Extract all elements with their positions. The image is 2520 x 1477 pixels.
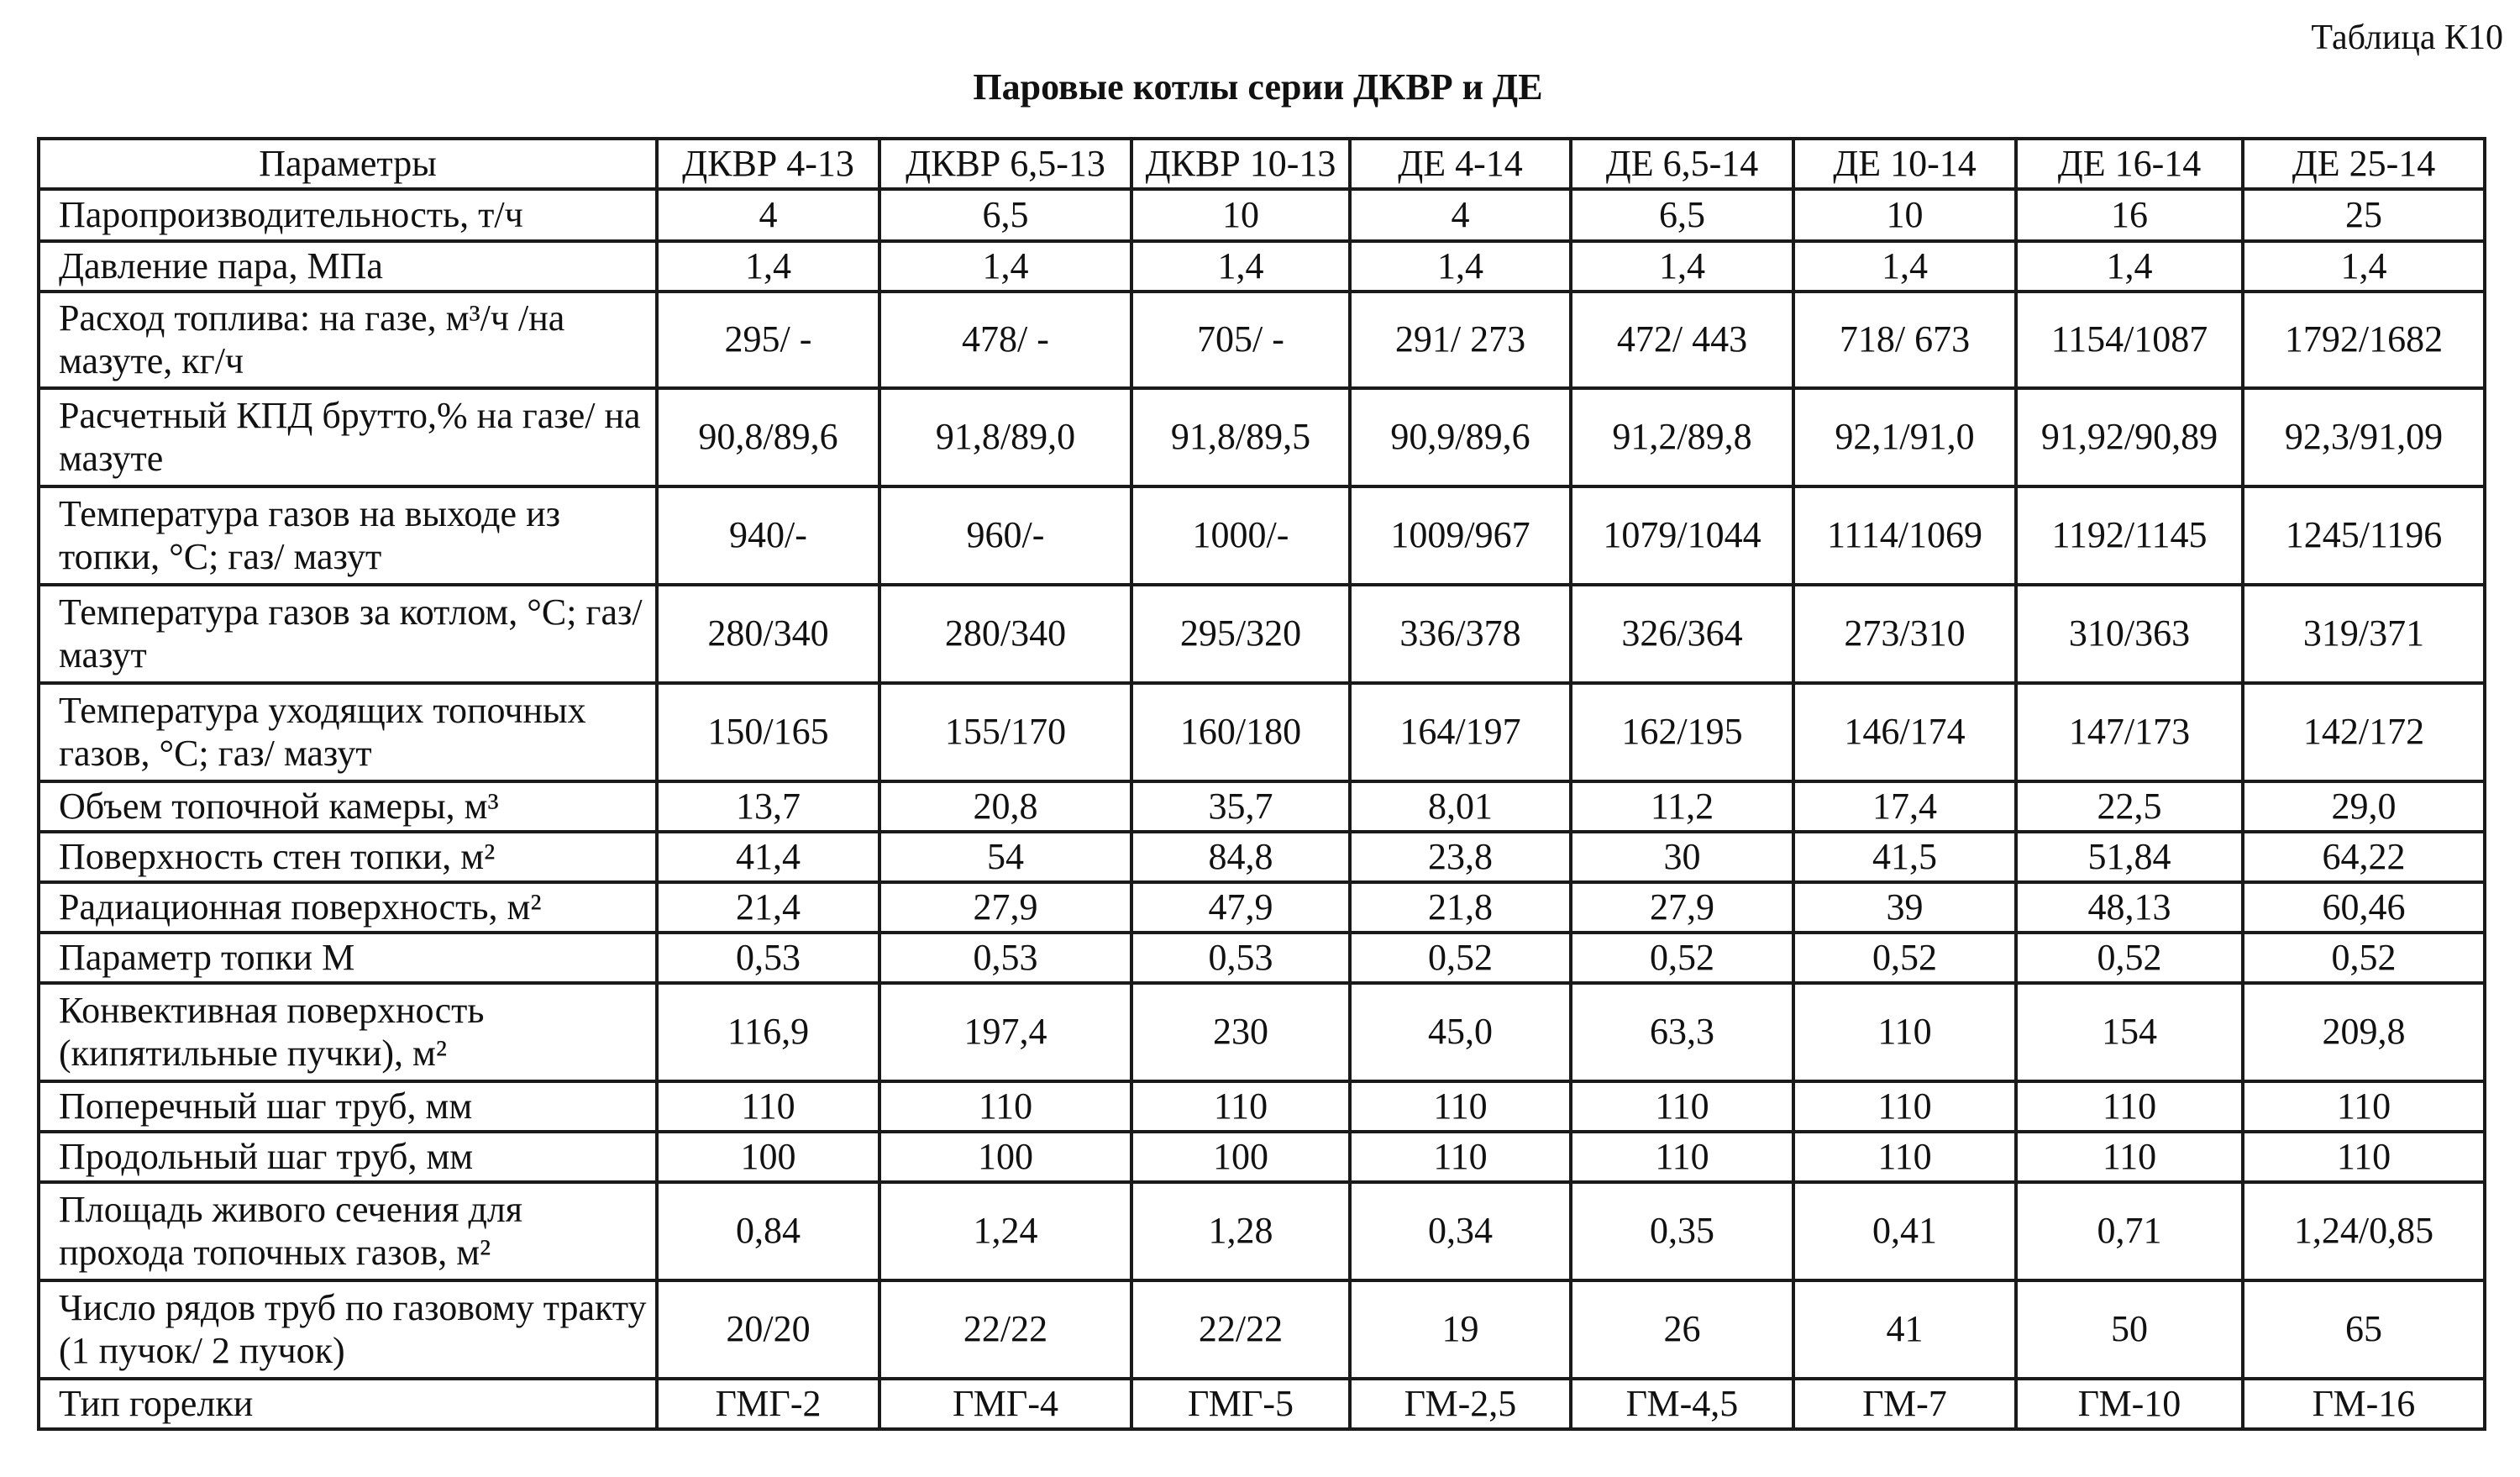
parameter-value: 0,41	[1793, 1182, 2016, 1280]
parameter-value: 0,53	[879, 933, 1131, 983]
parameter-name: Поверхность стен топки, м²	[39, 832, 657, 882]
parameter-value: 478/ -	[879, 292, 1131, 388]
parameter-value: 11,2	[1571, 781, 1793, 832]
parameter-value: 110	[2016, 1132, 2243, 1182]
parameter-value: 29,0	[2243, 781, 2485, 832]
parameter-value: 91,8/89,5	[1131, 388, 1350, 486]
parameter-value: 705/ -	[1131, 292, 1350, 388]
parameter-value: ГМ-16	[2243, 1379, 2485, 1429]
boiler-specs-table	[37, 137, 2486, 1431]
parameter-value: 1079/1044	[1571, 486, 1793, 585]
parameter-value: 1,4	[2016, 241, 2243, 292]
parameter-value: 91,2/89,8	[1571, 388, 1793, 486]
parameter-value: 280/340	[657, 585, 879, 683]
parameter-value: 54	[879, 832, 1131, 882]
parameter-value: 0,35	[1571, 1182, 1793, 1280]
parameter-value: 273/310	[1793, 585, 2016, 683]
parameter-value: 23,8	[1350, 832, 1571, 882]
parameter-name: Площадь живого сечения для прохода топочных газов, м²	[39, 1182, 657, 1280]
parameter-value: 960/-	[879, 486, 1131, 585]
parameter-value: 110	[1793, 1081, 2016, 1132]
parameter-value: 4	[657, 189, 879, 241]
parameter-name: Объем топочной камеры, м³	[39, 781, 657, 832]
parameter-value: 1,28	[1131, 1182, 1350, 1280]
parameter-value: 1114/1069	[1793, 486, 2016, 585]
parameter-value: ГМ-2,5	[1350, 1379, 1571, 1429]
parameter-name: Поперечный шаг труб, мм	[39, 1081, 657, 1132]
parameter-value: 19	[1350, 1280, 1571, 1379]
column-header: ДЕ 10-14	[1793, 139, 2016, 189]
column-header: ДКВР 10-13	[1131, 139, 1350, 189]
parameter-value: 0,52	[2243, 933, 2485, 983]
parameter-value: 1,24	[879, 1182, 1131, 1280]
parameter-value: 90,8/89,6	[657, 388, 879, 486]
parameter-value: 92,1/91,0	[1793, 388, 2016, 486]
parameter-value: 26	[1571, 1280, 1793, 1379]
parameter-value: 209,8	[2243, 983, 2485, 1081]
parameter-value: 1,4	[1131, 241, 1350, 292]
parameter-value: 6,5	[879, 189, 1131, 241]
parameter-value: 1,4	[879, 241, 1131, 292]
parameter-value: 336/378	[1350, 585, 1571, 683]
parameter-value: 295/ -	[657, 292, 879, 388]
parameter-value: 27,9	[1571, 882, 1793, 933]
parameter-value: 291/ 273	[1350, 292, 1571, 388]
parameter-value: 45,0	[1350, 983, 1571, 1081]
table-row	[39, 189, 2485, 241]
table-row	[39, 933, 2485, 983]
parameter-value: 60,46	[2243, 882, 2485, 933]
parameter-value: 110	[2243, 1132, 2485, 1182]
parameter-value: 164/197	[1350, 683, 1571, 781]
table-row	[39, 1379, 2485, 1429]
parameter-value: 20,8	[879, 781, 1131, 832]
column-header: ДЕ 6,5-14	[1571, 139, 1793, 189]
parameter-value: 0,53	[1131, 933, 1350, 983]
parameter-value: 162/195	[1571, 683, 1793, 781]
parameter-value: 65	[2243, 1280, 2485, 1379]
parameter-value: ГМГ-2	[657, 1379, 879, 1429]
parameter-value: 100	[879, 1132, 1131, 1182]
parameter-value: 13,7	[657, 781, 879, 832]
parameter-value: 10	[1131, 189, 1350, 241]
parameter-value: 50	[2016, 1280, 2243, 1379]
parameter-value: 17,4	[1793, 781, 2016, 832]
parameter-value: 84,8	[1131, 832, 1350, 882]
parameter-value: 110	[2016, 1081, 2243, 1132]
parameter-value: 940/-	[657, 486, 879, 585]
parameter-value: 20/20	[657, 1280, 879, 1379]
parameter-value: 1154/1087	[2016, 292, 2243, 388]
parameter-value: 48,13	[2016, 882, 2243, 933]
table-title: Паровые котлы серии ДКВР и ДЕ	[973, 66, 1543, 108]
parameter-value: 280/340	[879, 585, 1131, 683]
parameter-value: 110	[1793, 1132, 2016, 1182]
parameter-value: 1245/1196	[2243, 486, 2485, 585]
column-header: ДКВР 4-13	[657, 139, 879, 189]
table-number: Таблица К10	[2311, 18, 2503, 57]
parameter-value: 310/363	[2016, 585, 2243, 683]
column-header: ДЕ 16-14	[2016, 139, 2243, 189]
table-row	[39, 983, 2485, 1081]
parameter-value: 147/173	[2016, 683, 2243, 781]
parameter-value: 100	[657, 1132, 879, 1182]
parameter-value: 35,7	[1131, 781, 1350, 832]
table-row	[39, 882, 2485, 933]
parameter-value: 25	[2243, 189, 2485, 241]
parameter-value: 116,9	[657, 983, 879, 1081]
parameter-value: 319/371	[2243, 585, 2485, 683]
table-row	[39, 241, 2485, 292]
parameter-value: 0,52	[1350, 933, 1571, 983]
parameter-name: Конвективная поверхность (кипятильные пучки), м²	[39, 983, 657, 1081]
parameter-value: 1192/1145	[2016, 486, 2243, 585]
table-row	[39, 1280, 2485, 1379]
parameter-value: 27,9	[879, 882, 1131, 933]
parameter-value: 1792/1682	[2243, 292, 2485, 388]
parameter-value: 110	[2243, 1081, 2485, 1132]
parameter-value: 8,01	[1350, 781, 1571, 832]
parameter-value: 0,53	[657, 933, 879, 983]
parameter-value: 326/364	[1571, 585, 1793, 683]
parameter-name: Температура газов на выходе из топки, °С; газ/ мазут	[39, 486, 657, 585]
parameter-value: 22/22	[1131, 1280, 1350, 1379]
parameter-value: ГМГ-5	[1131, 1379, 1350, 1429]
parameter-value: 30	[1571, 832, 1793, 882]
parameter-value: 6,5	[1571, 189, 1793, 241]
parameter-value: 63,3	[1571, 983, 1793, 1081]
table-row	[39, 1132, 2485, 1182]
table-row	[39, 1081, 2485, 1132]
parameter-value: 1,4	[1571, 241, 1793, 292]
parameter-value: 10	[1793, 189, 2016, 241]
parameter-value: 142/172	[2243, 683, 2485, 781]
parameter-value: ГМ-4,5	[1571, 1379, 1793, 1429]
column-header: ДКВР 6,5-13	[879, 139, 1131, 189]
parameter-value: 22,5	[2016, 781, 2243, 832]
parameter-value: 21,4	[657, 882, 879, 933]
parameter-value: 41	[1793, 1280, 2016, 1379]
parameter-value: 150/165	[657, 683, 879, 781]
parameter-value: 718/ 673	[1793, 292, 2016, 388]
parameter-value: 0,84	[657, 1182, 879, 1280]
parameter-value: ГМГ-4	[879, 1379, 1131, 1429]
parameter-value: 110	[1793, 983, 2016, 1081]
parameter-value: 0,71	[2016, 1182, 2243, 1280]
parameter-value: 110	[1571, 1081, 1793, 1132]
parameter-value: 39	[1793, 882, 2016, 933]
parameter-value: 197,4	[879, 983, 1131, 1081]
parameter-value: 110	[1350, 1132, 1571, 1182]
parameter-value: 4	[1350, 189, 1571, 241]
column-header: ДЕ 25-14	[2243, 139, 2485, 189]
parameter-value: 100	[1131, 1132, 1350, 1182]
parameter-value: 110	[879, 1081, 1131, 1132]
table-row	[39, 832, 2485, 882]
column-header: ДЕ 4-14	[1350, 139, 1571, 189]
parameter-value: 160/180	[1131, 683, 1350, 781]
parameter-value: 110	[1571, 1132, 1793, 1182]
parameter-value: 1009/967	[1350, 486, 1571, 585]
parameter-value: ГМ-10	[2016, 1379, 2243, 1429]
parameter-value: 1,4	[657, 241, 879, 292]
parameter-name: Температура газов за котлом, °С; газ/ мазут	[39, 585, 657, 683]
parameter-value: 154	[2016, 983, 2243, 1081]
column-header: Параметры	[39, 139, 657, 189]
parameter-value: 110	[1350, 1081, 1571, 1132]
parameter-name: Тип горелки	[39, 1379, 657, 1429]
parameter-value: 230	[1131, 983, 1350, 1081]
table-row	[39, 292, 2485, 388]
parameter-value: 91,8/89,0	[879, 388, 1131, 486]
parameter-value: 472/ 443	[1571, 292, 1793, 388]
parameter-value: 41,5	[1793, 832, 2016, 882]
parameter-value: 110	[1131, 1081, 1350, 1132]
parameter-value: 64,22	[2243, 832, 2485, 882]
parameter-name: Паропроизводительность, т/ч	[39, 189, 657, 241]
parameter-value: 16	[2016, 189, 2243, 241]
parameter-value: 110	[657, 1081, 879, 1132]
parameter-value: 1,4	[1350, 241, 1571, 292]
parameter-value: 0,52	[1571, 933, 1793, 983]
parameter-value: 155/170	[879, 683, 1131, 781]
table-row	[39, 585, 2485, 683]
parameter-value: 22/22	[879, 1280, 1131, 1379]
header-row	[39, 139, 2485, 189]
parameter-name: Радиационная поверхность, м²	[39, 882, 657, 933]
table-row	[39, 683, 2485, 781]
parameter-name: Расход топлива: на газе, м³/ч /на мазуте, кг/ч	[39, 292, 657, 388]
table-row	[39, 486, 2485, 585]
parameter-value: 47,9	[1131, 882, 1350, 933]
parameter-value: 1,4	[2243, 241, 2485, 292]
parameter-name: Продольный шаг труб, мм	[39, 1132, 657, 1182]
parameter-value: 1,4	[1793, 241, 2016, 292]
table-row	[39, 781, 2485, 832]
parameter-value: 21,8	[1350, 882, 1571, 933]
table-row	[39, 388, 2485, 486]
parameter-value: 1,24/0,85	[2243, 1182, 2485, 1280]
parameter-value: 0,52	[2016, 933, 2243, 983]
parameter-name: Давление пара, МПа	[39, 241, 657, 292]
parameter-value: 51,84	[2016, 832, 2243, 882]
parameter-value: 92,3/91,09	[2243, 388, 2485, 486]
parameter-name: Параметр топки М	[39, 933, 657, 983]
parameter-value: 295/320	[1131, 585, 1350, 683]
parameter-value: ГМ-7	[1793, 1379, 2016, 1429]
table-row	[39, 1182, 2485, 1280]
parameter-value: 0,52	[1793, 933, 2016, 983]
parameter-value: 0,34	[1350, 1182, 1571, 1280]
parameter-name: Температура уходящих топочных газов, °С; газ/ мазут	[39, 683, 657, 781]
parameter-value: 91,92/90,89	[2016, 388, 2243, 486]
parameter-value: 1000/-	[1131, 486, 1350, 585]
parameter-name: Расчетный КПД брутто,% на газе/ на мазуте	[39, 388, 657, 486]
parameter-name: Число рядов труб по газовому тракту (1 пучок/ 2 пучок)	[39, 1280, 657, 1379]
parameter-value: 146/174	[1793, 683, 2016, 781]
parameter-value: 41,4	[657, 832, 879, 882]
parameter-value: 90,9/89,6	[1350, 388, 1571, 486]
